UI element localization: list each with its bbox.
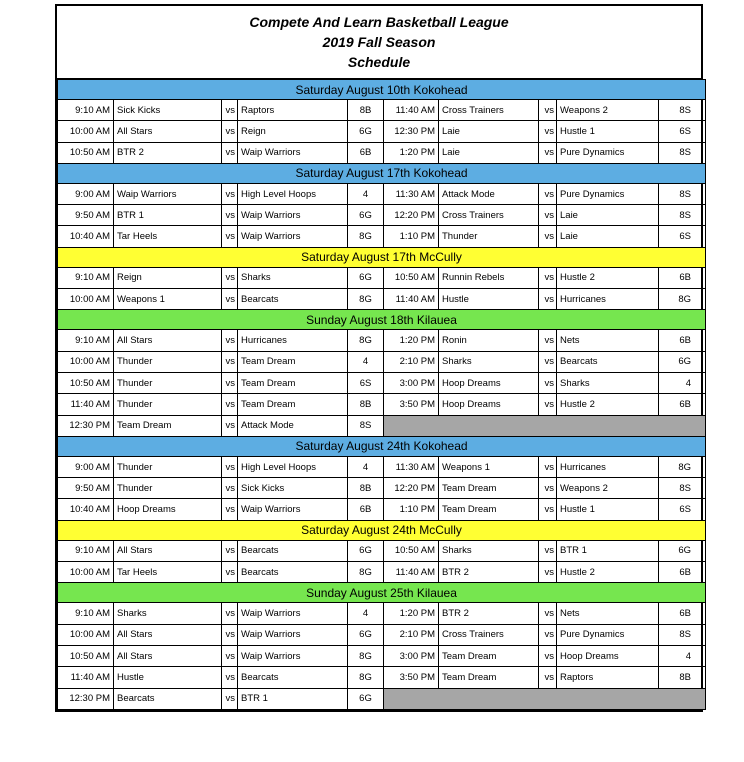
section-header (58, 163, 706, 183)
away-team: BTR 1 (557, 540, 659, 561)
home-team: Waip Warriors (114, 183, 222, 204)
vs-label: vs (539, 267, 557, 288)
empty-slot (384, 688, 706, 709)
court: 6G (348, 205, 384, 226)
game-time: 10:00 AM (58, 562, 114, 583)
title-block (57, 6, 701, 79)
away-team: Raptors (238, 100, 348, 121)
vs-label: vs (539, 330, 557, 351)
section-heading: Saturday August 24th Kokohead (58, 436, 706, 456)
home-team: Hoop Dreams (114, 499, 222, 520)
home-team: All Stars (114, 330, 222, 351)
court: 6S (659, 121, 706, 142)
game-row (58, 330, 706, 351)
game-row (58, 142, 706, 163)
home-team: Weapons 1 (439, 456, 539, 477)
vs-label: vs (222, 205, 238, 226)
vs-label: vs (222, 351, 238, 372)
home-team: Sick Kicks (114, 100, 222, 121)
away-team: Hustle 1 (557, 499, 659, 520)
away-team: High Level Hoops (238, 456, 348, 477)
home-team: Thunder (114, 351, 222, 372)
home-team: Hoop Dreams (439, 394, 539, 415)
game-time: 9:50 AM (58, 205, 114, 226)
game-time: 9:10 AM (58, 540, 114, 561)
game-row (58, 603, 706, 624)
league-title: Compete And Learn Basketball League (249, 14, 509, 30)
game-time: 9:00 AM (58, 183, 114, 204)
vs-label: vs (539, 394, 557, 415)
home-team: Attack Mode (439, 183, 539, 204)
home-team: Bearcats (114, 688, 222, 709)
vs-label: vs (222, 603, 238, 624)
home-team: Team Dream (439, 645, 539, 666)
game-time: 12:30 PM (58, 688, 114, 709)
away-team: Pure Dynamics (557, 183, 659, 204)
court: 6S (659, 226, 706, 247)
vs-label: vs (222, 667, 238, 688)
court: 8B (348, 478, 384, 499)
court: 8G (348, 562, 384, 583)
game-time: 11:40 AM (384, 100, 439, 121)
away-team: High Level Hoops (238, 183, 348, 204)
empty-slot (384, 415, 706, 436)
game-time: 9:10 AM (58, 603, 114, 624)
away-team: Hustle 2 (557, 394, 659, 415)
court: 8S (659, 142, 706, 163)
game-row (58, 394, 706, 415)
game-time: 1:10 PM (384, 499, 439, 520)
away-team: Nets (557, 603, 659, 624)
vs-label: vs (539, 603, 557, 624)
away-team: Bearcats (238, 289, 348, 310)
court: 8B (348, 100, 384, 121)
game-time: 1:20 PM (384, 603, 439, 624)
season-title: 2019 Fall Season (322, 34, 436, 50)
home-team: Cross Trainers (439, 205, 539, 226)
away-team: Bearcats (557, 351, 659, 372)
vs-label: vs (539, 499, 557, 520)
vs-label: vs (222, 540, 238, 561)
away-team: Bearcats (238, 540, 348, 561)
away-team: Nets (557, 330, 659, 351)
vs-label: vs (222, 499, 238, 520)
court: 4 (659, 372, 706, 393)
vs-label: vs (539, 645, 557, 666)
court: 6B (659, 330, 706, 351)
away-team: Pure Dynamics (557, 624, 659, 645)
game-time: 12:30 PM (58, 415, 114, 436)
away-team: Attack Mode (238, 415, 348, 436)
home-team: Thunder (114, 456, 222, 477)
game-time: 2:10 PM (384, 351, 439, 372)
away-team: Sharks (557, 372, 659, 393)
court: 4 (348, 456, 384, 477)
vs-label: vs (539, 456, 557, 477)
home-team: Reign (114, 267, 222, 288)
game-row (58, 267, 706, 288)
court: 6B (348, 142, 384, 163)
section-header (58, 80, 706, 100)
section-heading: Saturday August 17th McCully (58, 247, 706, 267)
home-team: Laie (439, 121, 539, 142)
section-heading: Saturday August 17th Kokohead (58, 163, 706, 183)
away-team: Sharks (238, 267, 348, 288)
game-row (58, 100, 706, 121)
away-team: Weapons 2 (557, 100, 659, 121)
vs-label: vs (539, 562, 557, 583)
court: 8G (659, 456, 706, 477)
home-team: Sharks (439, 351, 539, 372)
game-row (58, 667, 706, 688)
schedule-body (58, 80, 706, 710)
vs-label: vs (222, 142, 238, 163)
game-time: 9:00 AM (58, 456, 114, 477)
away-team: Sick Kicks (238, 478, 348, 499)
court: 6G (348, 540, 384, 561)
vs-label: vs (222, 624, 238, 645)
schedule-sheet (55, 4, 703, 712)
court: 6B (659, 267, 706, 288)
away-team: Hurricanes (557, 289, 659, 310)
vs-label: vs (222, 100, 238, 121)
court: 6B (659, 603, 706, 624)
vs-label: vs (222, 415, 238, 436)
away-team: Hurricanes (238, 330, 348, 351)
home-team: Tar Heels (114, 226, 222, 247)
vs-label: vs (222, 478, 238, 499)
vs-label: vs (539, 142, 557, 163)
home-team: Thunder (114, 372, 222, 393)
home-team: Cross Trainers (439, 100, 539, 121)
vs-label: vs (222, 562, 238, 583)
section-header (58, 520, 706, 540)
home-team: BTR 2 (114, 142, 222, 163)
away-team: Pure Dynamics (557, 142, 659, 163)
home-team: Team Dream (439, 478, 539, 499)
game-row (58, 688, 706, 709)
court: 8S (659, 478, 706, 499)
game-time: 10:50 AM (384, 540, 439, 561)
vs-label: vs (222, 121, 238, 142)
game-time: 11:40 AM (58, 394, 114, 415)
game-time: 10:50 AM (58, 142, 114, 163)
game-row (58, 415, 706, 436)
court: 6G (348, 688, 384, 709)
court: 8G (348, 226, 384, 247)
away-team: Weapons 2 (557, 478, 659, 499)
game-time: 10:40 AM (58, 499, 114, 520)
section-heading: Saturday August 10th Kokohead (58, 80, 706, 100)
game-row (58, 289, 706, 310)
game-time: 11:40 AM (384, 562, 439, 583)
vs-label: vs (539, 226, 557, 247)
away-team: Hurricanes (557, 456, 659, 477)
game-time: 12:20 PM (384, 478, 439, 499)
game-time: 12:20 PM (384, 205, 439, 226)
section-heading: Saturday August 24th McCully (58, 520, 706, 540)
court: 6B (348, 499, 384, 520)
away-team: Raptors (557, 667, 659, 688)
court: 8S (659, 100, 706, 121)
court: 6G (348, 624, 384, 645)
away-team: Laie (557, 226, 659, 247)
away-team: Waip Warriors (238, 645, 348, 666)
away-team: Waip Warriors (238, 142, 348, 163)
game-time: 10:40 AM (58, 226, 114, 247)
game-time: 9:10 AM (58, 100, 114, 121)
game-time: 10:00 AM (58, 289, 114, 310)
away-team: Team Dream (238, 372, 348, 393)
section-header (58, 247, 706, 267)
home-team: Thunder (439, 226, 539, 247)
home-team: Team Dream (439, 499, 539, 520)
game-time: 9:50 AM (58, 478, 114, 499)
home-team: Tar Heels (114, 562, 222, 583)
home-team: Runnin Rebels (439, 267, 539, 288)
game-row (58, 351, 706, 372)
away-team: Waip Warriors (238, 499, 348, 520)
away-team: Laie (557, 205, 659, 226)
court: 4 (348, 351, 384, 372)
home-team: Sharks (439, 540, 539, 561)
court: 8S (659, 205, 706, 226)
court: 8S (348, 415, 384, 436)
home-team: Hustle (114, 667, 222, 688)
home-team: Hustle (439, 289, 539, 310)
section-header (58, 583, 706, 603)
vs-label: vs (222, 226, 238, 247)
away-team: Waip Warriors (238, 226, 348, 247)
schedule-table (57, 79, 706, 710)
court: 8S (659, 183, 706, 204)
game-time: 9:10 AM (58, 267, 114, 288)
court: 6G (659, 540, 706, 561)
away-team: Waip Warriors (238, 603, 348, 624)
vs-label: vs (222, 289, 238, 310)
home-team: Thunder (114, 478, 222, 499)
vs-label: vs (539, 183, 557, 204)
game-row (58, 456, 706, 477)
section-header (58, 310, 706, 330)
section-header (58, 436, 706, 456)
home-team: All Stars (114, 624, 222, 645)
vs-label: vs (539, 205, 557, 226)
court: 8B (348, 394, 384, 415)
home-team: Thunder (114, 394, 222, 415)
game-time: 12:30 PM (384, 121, 439, 142)
game-time: 3:50 PM (384, 394, 439, 415)
court: 4 (659, 645, 706, 666)
vs-label: vs (539, 289, 557, 310)
vs-label: vs (539, 624, 557, 645)
court: 6G (659, 351, 706, 372)
game-time: 10:50 AM (384, 267, 439, 288)
court: 6B (659, 562, 706, 583)
vs-label: vs (222, 645, 238, 666)
game-time: 1:10 PM (384, 226, 439, 247)
game-time: 11:40 AM (384, 289, 439, 310)
away-team: Waip Warriors (238, 624, 348, 645)
home-team: All Stars (114, 645, 222, 666)
game-row (58, 499, 706, 520)
vs-label: vs (222, 456, 238, 477)
vs-label: vs (539, 478, 557, 499)
vs-label: vs (222, 330, 238, 351)
section-heading: Sunday August 18th Kilauea (58, 310, 706, 330)
away-team: Reign (238, 121, 348, 142)
game-time: 1:20 PM (384, 330, 439, 351)
vs-label: vs (222, 267, 238, 288)
away-team: Hoop Dreams (557, 645, 659, 666)
game-row (58, 121, 706, 142)
vs-label: vs (539, 100, 557, 121)
home-team: All Stars (114, 540, 222, 561)
game-time: 3:50 PM (384, 667, 439, 688)
court: 8G (348, 667, 384, 688)
court: 8G (348, 330, 384, 351)
vs-label: vs (539, 121, 557, 142)
game-row (58, 226, 706, 247)
vs-label: vs (222, 394, 238, 415)
game-time: 9:10 AM (58, 330, 114, 351)
away-team: Hustle 2 (557, 267, 659, 288)
game-row (58, 478, 706, 499)
away-team: BTR 1 (238, 688, 348, 709)
vs-label: vs (222, 183, 238, 204)
home-team: Sharks (114, 603, 222, 624)
game-time: 3:00 PM (384, 372, 439, 393)
game-time: 2:10 PM (384, 624, 439, 645)
court: 8G (659, 289, 706, 310)
game-time: 1:20 PM (384, 142, 439, 163)
game-time: 10:00 AM (58, 624, 114, 645)
game-time: 3:00 PM (384, 645, 439, 666)
game-time: 10:50 AM (58, 645, 114, 666)
vs-label: vs (539, 667, 557, 688)
away-team: Waip Warriors (238, 205, 348, 226)
game-time: 10:00 AM (58, 351, 114, 372)
vs-label: vs (539, 372, 557, 393)
court: 8G (348, 289, 384, 310)
game-row (58, 372, 706, 393)
court: 6S (348, 372, 384, 393)
court: 6B (659, 394, 706, 415)
away-team: Bearcats (238, 667, 348, 688)
section-heading: Sunday August 25th Kilauea (58, 583, 706, 603)
away-team: Team Dream (238, 351, 348, 372)
court: 8G (348, 645, 384, 666)
home-team: Ronin (439, 330, 539, 351)
away-team: Team Dream (238, 394, 348, 415)
game-row (58, 562, 706, 583)
away-team: Hustle 2 (557, 562, 659, 583)
court: 6S (659, 499, 706, 520)
court: 8B (659, 667, 706, 688)
game-row (58, 540, 706, 561)
home-team: All Stars (114, 121, 222, 142)
home-team: BTR 1 (114, 205, 222, 226)
game-time: 11:30 AM (384, 456, 439, 477)
game-time: 11:40 AM (58, 667, 114, 688)
home-team: Weapons 1 (114, 289, 222, 310)
game-time: 11:30 AM (384, 183, 439, 204)
home-team: BTR 2 (439, 562, 539, 583)
home-team: BTR 2 (439, 603, 539, 624)
game-row (58, 183, 706, 204)
vs-label: vs (222, 372, 238, 393)
game-row (58, 645, 706, 666)
game-time: 10:00 AM (58, 121, 114, 142)
game-row (58, 624, 706, 645)
court: 8S (659, 624, 706, 645)
home-team: Team Dream (439, 667, 539, 688)
court: 4 (348, 603, 384, 624)
home-team: Team Dream (114, 415, 222, 436)
home-team: Cross Trainers (439, 624, 539, 645)
home-team: Hoop Dreams (439, 372, 539, 393)
schedule-title: Schedule (347, 54, 411, 70)
game-row (58, 205, 706, 226)
court: 6G (348, 267, 384, 288)
away-team: Hustle 1 (557, 121, 659, 142)
away-team: Bearcats (238, 562, 348, 583)
home-team: Laie (439, 142, 539, 163)
vs-label: vs (222, 688, 238, 709)
game-time: 10:50 AM (58, 372, 114, 393)
court: 6G (348, 121, 384, 142)
vs-label: vs (539, 351, 557, 372)
vs-label: vs (539, 540, 557, 561)
court: 4 (348, 183, 384, 204)
